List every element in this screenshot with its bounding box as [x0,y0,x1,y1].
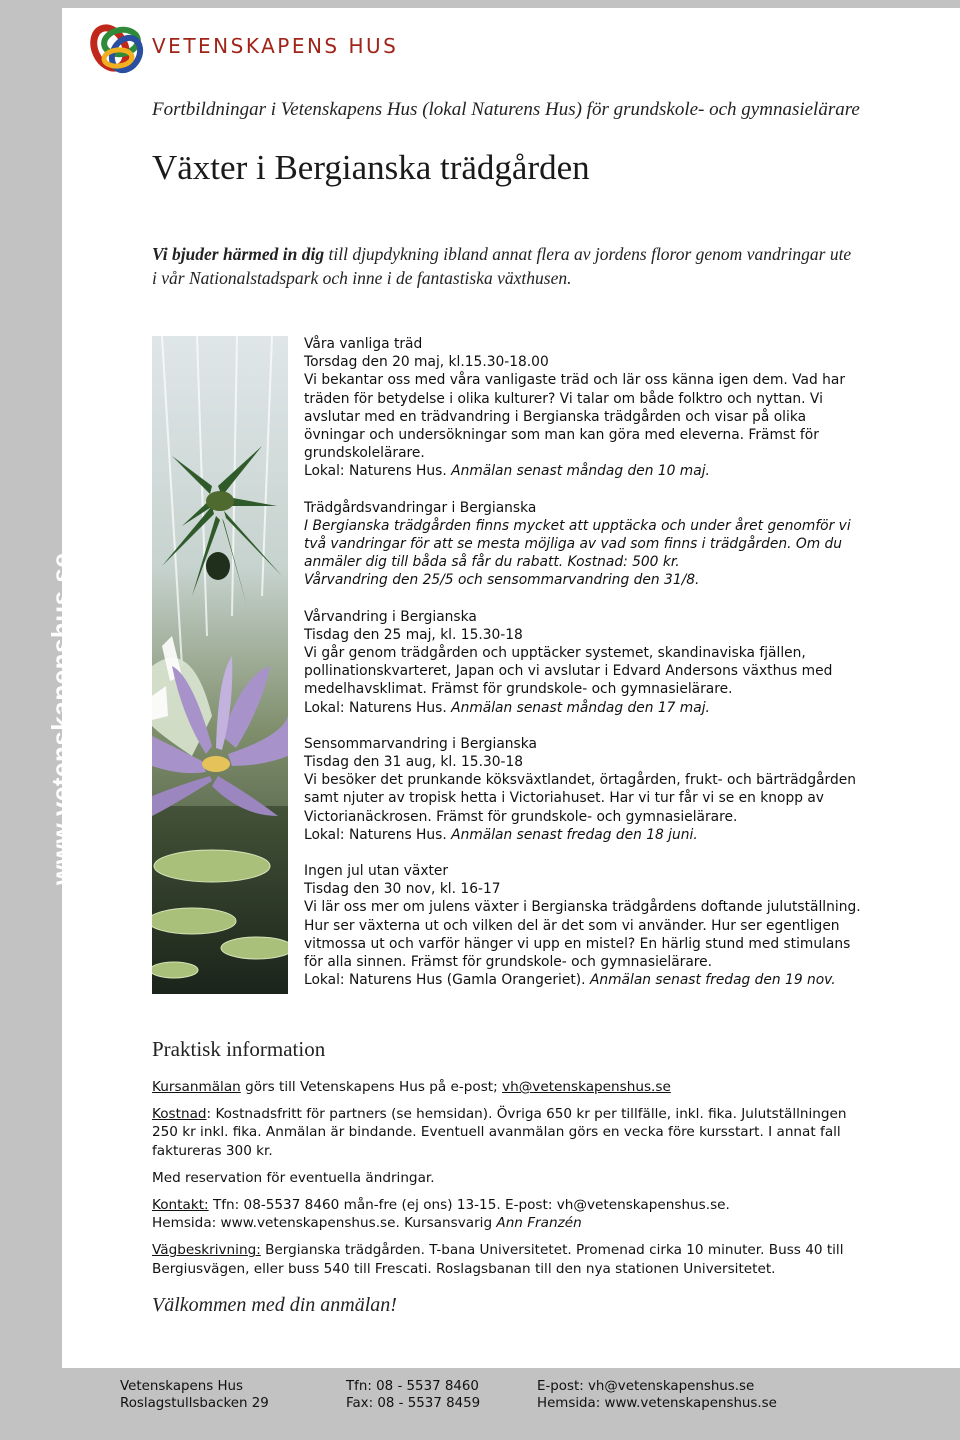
footer-web [537,1378,777,1412]
event-lokal: Lokal: Naturens Hus (Gamla Orangeriet). [304,972,590,989]
kostnad-label: Kostnad [152,1106,207,1123]
event-heading: Våra vanliga träd [304,336,423,352]
kursanmalan-text: görs till Vetenskapens Hus på e-post; [240,1079,503,1095]
event-heading: Trädgårdsvandringar i Bergianska [304,499,537,516]
kostnad-text: : Kostnadsfritt för partners (se hemsidan). Övriga 650 kr per tillfälle, inkl. fika. Julutställningen 250 kr inkl. fika. Anmälan är bindande. Eventuell avanmälan görs en vecka före kursstart. I annat fall faktureras 300 kr. [152,1106,847,1159]
kontakt-text: Tfn: 08-5537 8460 mån-fre (ej ons) 13-15. E-post: vh@vetenskapenshus.se. [208,1197,730,1214]
intro-text: till djupdykning ibland annat flera av jordens floror genom vandringar ute i vår Nationalstadspark och inne i de fantastiska växthusen. [152,244,852,288]
event-deadline: Anmälan senast fredag den 18 juni. [451,826,698,843]
event-heading: Vårvandring i Bergianska [304,608,477,625]
event-lokal-line [304,971,864,989]
event-ingen-jul [304,862,864,989]
event-lokal: Lokal: Naturens Hus. [304,463,452,480]
event-description: Vi besöker det prunkande köksväxtlandet, örtagården, frukt- och bärträdgården samt njuter av tropisk hetta i Victoriahuset. Har vi tur får vi se en knopp av Victorianäckrosen. Främst för grundskole- och gymnasielärare. [304,772,856,825]
footer-street: Roslagstullsbacken 29 [120,1396,269,1411]
praktisk-heading: Praktisk information [152,1037,326,1061]
footer-website[interactable]: Hemsida: www.vetenskapenshus.se [537,1396,777,1411]
event-date: Tisdag den 31 aug, kl. 15.30-18 [304,754,524,771]
event-deadline: Anmälan senast måndag den 10 maj. [451,463,710,480]
logo-text: VETENSKAPENS HUS [152,34,399,58]
vagbeskrivning-label: Vägbeskrivning: [152,1242,261,1259]
event-lokal: Lokal: Naturens Hus. [304,826,452,843]
footer-org: Vetenskapens Hus [120,1379,244,1394]
event-description: Vi lär oss mer om julens växter i Bergianska trädgårdens doftande julutställning. Hur ser växterna ut och vilken del är det som vi använder. Hur ser egentligen vitmossa ut och varför hänger vi upp en mistel? En härlig stund med stimulans för alla sinnen. Främst för grundskole- och gymnasielärare. [304,899,861,971]
event-lokal-line [304,699,864,717]
footer-tfn: Tfn: 08 - 5537 8460 [346,1379,479,1394]
event-lokal-line [304,462,864,480]
kursanmalan-label: Kursanmälan [152,1079,241,1095]
kursanmalan-email-link[interactable]: vh@vetenskapenshus.se [502,1079,671,1095]
footer-email[interactable]: E-post: vh@vetenskapenshus.se [537,1379,755,1394]
logo-icon [88,18,148,78]
water-lily-photo [152,336,288,994]
vagbeskrivning-text: Bergianska trädgården. T-bana Universitetet. Promenad cirka 10 minuter. Buss 40 till Bergiusvägen, eller buss 540 till Frescati. Roslagsbanan till den nya stationen Universitetet. [152,1242,844,1277]
intro-paragraph [152,242,852,290]
event-dates: Vårvandring den 25/5 och sensommarvandring den 31/8. [304,572,700,589]
praktisk-info [152,1078,872,1287]
event-date: Tisdag den 30 nov, kl. 16-17 [304,881,501,898]
event-lokal: Lokal: Naturens Hus. [304,699,452,716]
event-heading: Ingen jul utan växter [304,863,449,880]
events-list [304,335,864,1008]
reservation-text: Med reservation för eventuella ändringar. [152,1169,435,1186]
footer-address [120,1378,269,1412]
footer-fax: Fax: 08 - 5537 8459 [346,1396,481,1411]
kontakt-paragraph [152,1196,872,1232]
kursansvarig-name: Ann Franzén [496,1215,582,1232]
event-sensommarvandring [304,735,864,844]
event-date: Tisdag den 25 maj, kl. 15.30-18 [304,626,523,643]
kostnad-paragraph [152,1105,872,1160]
event-varvandring [304,608,864,717]
sidebar-url: www.vetenskapenshus.se [46,552,76,885]
event-description: I Bergianska trädgården finns mycket att upptäcka och under året genomför vi två vandringar för att se mesta möjliga av vad som finns i trädgården. Om du anmäler dig till båda så får du rabatt. Kostnad: 500 kr. [304,517,851,571]
kursanmalan-paragraph [152,1078,872,1096]
hemsida-text: Hemsida: www.vetenskapenshus.se. Kursansvarig [152,1215,497,1232]
event-lokal-line [304,826,864,844]
page-subtitle: Fortbildningar i Vetenskapens Hus (lokal Naturens Hus) för grundskole- och gymnasielärare [152,99,860,120]
event-date: Torsdag den 20 maj, kl.15.30-18.00 [304,354,549,371]
welcome-text: Välkommen med din anmälan! [152,1294,397,1316]
event-vanliga-trad [304,335,864,481]
event-description: Vi bekantar oss med våra vanligaste träd och lär oss känna igen dem. Vad har träden för betydelse i olika kulturer? Vi talar om både folktro och nyttan. Vi avslutar med en trädvandring i Bergianska trädgården och visar på olika övningar och undersökningar som man kan göra med eleverna. Främst för grundskolelärare. [304,372,846,462]
intro-bold: Vi bjuder härmed in dig [152,244,325,264]
vagbeskrivning-paragraph [152,1241,872,1277]
footer-phone [346,1378,480,1412]
event-description: Vi går genom trädgården och upptäcker systemet, skandinaviska fjällen, pollinationskvarteret, Japan och vi avslutar i Edvard Andersons växthus med medelhavsklimat. Främst för grundskole- och gymnasielärare. [304,645,833,698]
event-deadline: Anmälan senast fredag den 19 nov. [589,972,836,989]
top-band [0,0,960,8]
page-title: Växter i Bergianska trädgården [152,148,590,187]
event-deadline: Anmälan senast måndag den 17 maj. [451,699,710,716]
kontakt-label: Kontakt: [152,1197,209,1214]
event-heading: Sensommarvandring i Bergianska [304,735,537,752]
event-tradgardsvandringar [304,499,864,590]
